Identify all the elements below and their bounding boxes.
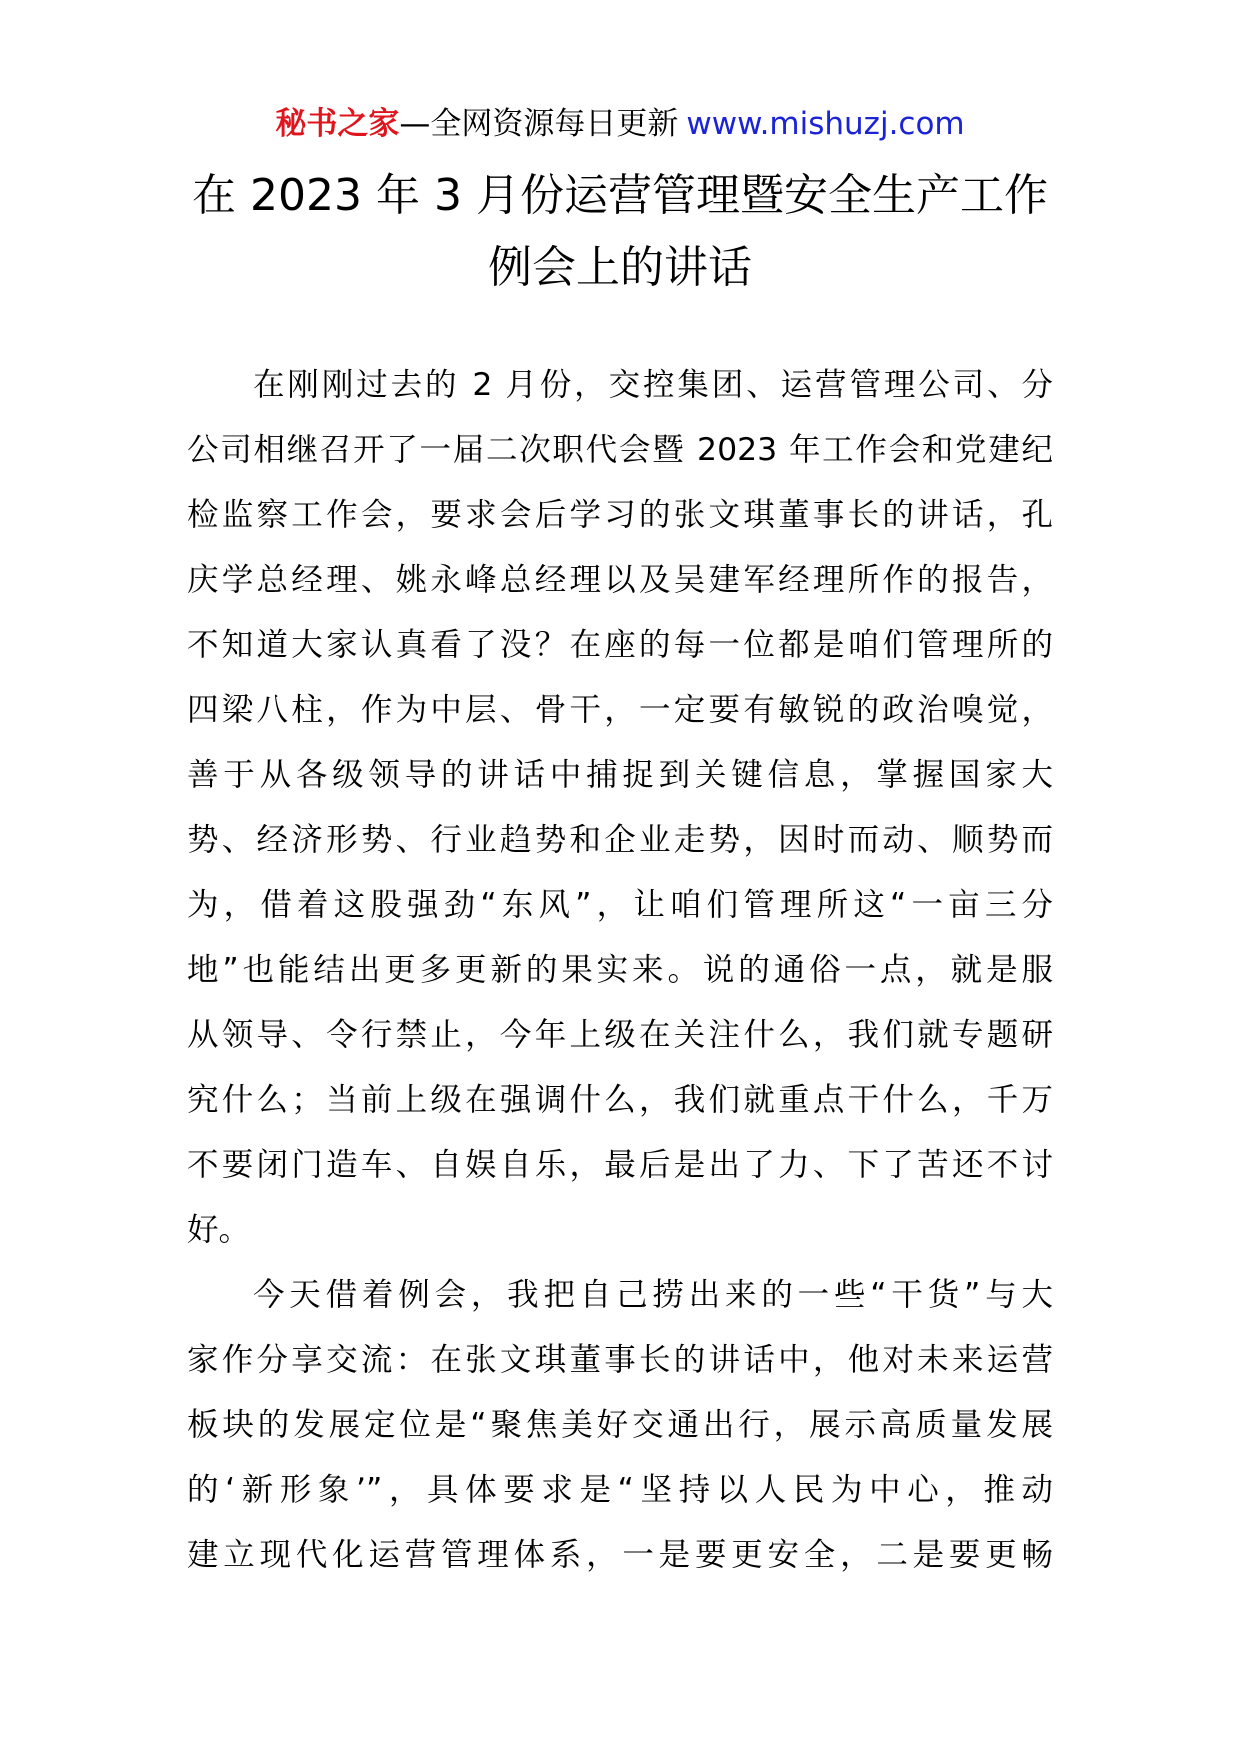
site-header (0, 98, 1240, 150)
text-line: 庆学总经理、姚永峰总经理以及吴建军经理所作的报告， (187, 562, 1053, 598)
brand-name: 秘书之家 (275, 106, 400, 142)
text-line: 不知道大家认真看了没？在座的每一位都是咱们管理所的 (187, 627, 1053, 663)
text-line: 检监察工作会，要求会后学习的张文琪董事长的讲话，孔 (187, 497, 1053, 533)
text-line: 四梁八柱，作为中层、骨干，一定要有敏锐的政治嗅觉， (187, 692, 1053, 728)
text-line: 善于从各级领导的讲话中捕捉到关键信息，掌握国家大 (187, 757, 1053, 793)
header-tagline: —全网资源每日更新 (399, 106, 679, 142)
paragraph-2 (187, 1263, 1053, 1588)
text-line: 为，借着这股强劲“东风”，让咱们管理所这“一亩三分 (187, 887, 1053, 923)
text-line: 究什么；当前上级在强调什么，我们就重点干什么，千万 (187, 1082, 1053, 1118)
text-line: 好。 (187, 1212, 251, 1248)
text-line: 建立现代化运营管理体系，一是要更安全，二是要更畅 (187, 1537, 1053, 1573)
text-line: 地”也能结出更多更新的果实来。说的通俗一点，就是服 (187, 952, 1053, 988)
text-line: 从领导、令行禁止，今年上级在关注什么，我们就专题研 (187, 1017, 1053, 1053)
text-line: 家作分享交流：在张文琪董事长的讲话中，他对未来运营 (187, 1342, 1053, 1378)
text-line: 势、经济形势、行业趋势和企业走势，因时而动、顺势而 (187, 822, 1053, 858)
text-line: 公司相继召开了一届二次职代会暨 2023 年工作会和党建纪 (187, 432, 1053, 468)
text-line: 在刚刚过去的 2 月份，交控集团、运营管理公司、分 (253, 367, 1053, 403)
title-line: 例会上的讲话 (488, 242, 752, 293)
text-line: 的‘新形象’”，具体要求是“坚持以人民为中心，推动 (187, 1472, 1053, 1508)
document-title (0, 160, 1240, 304)
text-line: 不要闭门造车、自娱自乐，最后是出了力、下了苦还不讨 (187, 1147, 1053, 1183)
paragraph-1 (187, 353, 1053, 1263)
text-line: 板块的发展定位是“聚焦美好交通出行，展示高质量发展 (187, 1407, 1053, 1443)
site-url-link[interactable]: www.mishuzj.com (686, 106, 965, 142)
text-line: 今天借着例会，我把自己捞出来的一些“干货”与大 (253, 1277, 1053, 1313)
title-line: 在 2023 年 3 月份运营管理暨安全生产工作 (192, 170, 1048, 221)
document-body (187, 353, 1053, 1588)
